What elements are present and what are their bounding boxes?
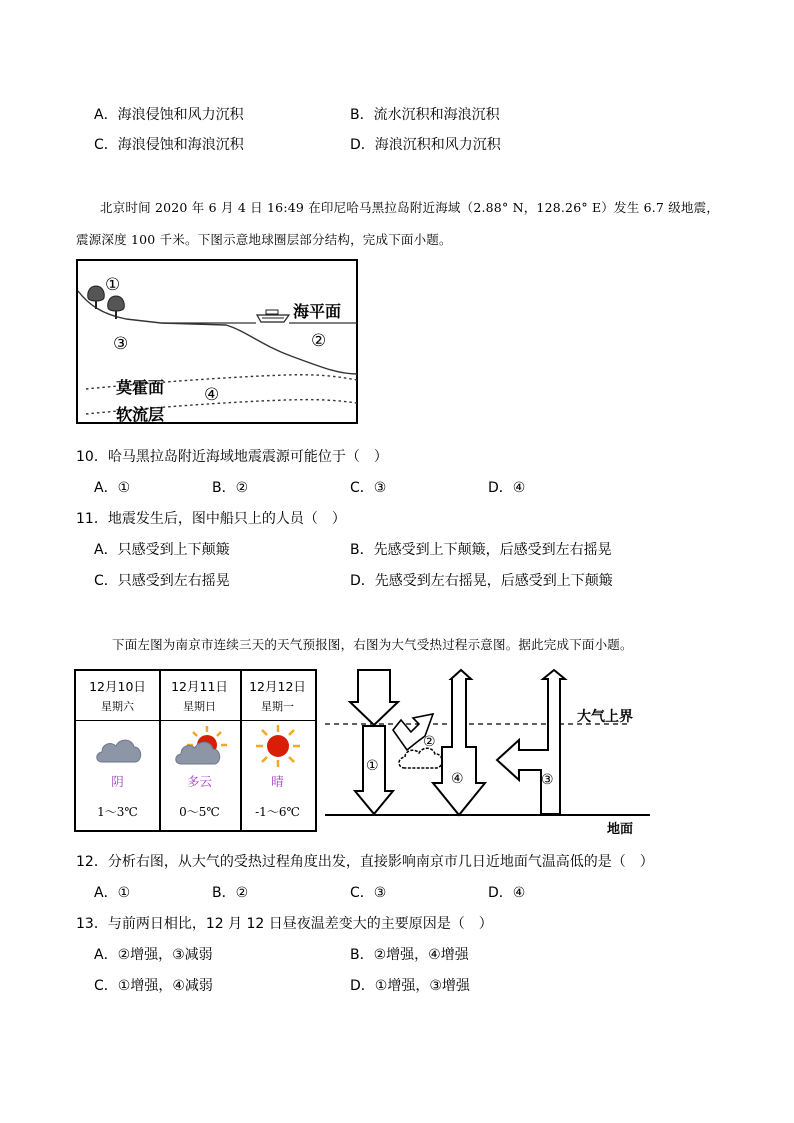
label-3: ③ (113, 334, 129, 354)
option-c: C．只感受到左右摇晃 (94, 573, 230, 589)
sea-level-label: 海平面 (293, 302, 342, 321)
option-a: A．②增强，③减弱 (94, 947, 213, 963)
condition: 多云 (186, 774, 212, 789)
asthenosphere-label: 软流层 (116, 405, 165, 424)
weather-day-2 (159, 671, 242, 832)
sun-icon (255, 724, 301, 768)
label-2: ② (423, 734, 436, 750)
label-4: ④ (204, 385, 220, 405)
option-c: C．海浪侵蚀和海浪沉积 (94, 137, 244, 153)
date: 12月11日 (171, 679, 228, 694)
atmosphere-top-label: 大气上界 (577, 709, 633, 725)
weather-day-3 (240, 671, 315, 832)
option-c: C．③ (350, 480, 387, 496)
question-10: 10．哈马黑拉岛附近海域地震震源可能位于（ ） (76, 449, 388, 465)
question-12: 12．分析右图，从大气的受热过程角度出发，直接影响南京市几日近地面气温高低的是（ ） (76, 854, 654, 870)
option-a: A．海浪侵蚀和风力沉积 (94, 107, 244, 123)
label-1: ① (366, 758, 379, 774)
weekday: 星期日 (183, 700, 216, 713)
option-b: B．流水沉积和海浪沉积 (350, 107, 500, 123)
option-a: A．只感受到上下颠簸 (94, 542, 230, 558)
cloud-icon (94, 734, 144, 766)
question-13: 13．与前两日相比，12 月 12 日昼夜温差变大的主要原因是（ ） (76, 916, 493, 932)
option-a: A．① (94, 885, 131, 901)
temperature: -1～6℃ (255, 805, 300, 819)
date: 12月12日 (249, 679, 306, 694)
intro-paragraph-line: 北京时间 2020 年 6 月 4 日 16:49 在印尼哈马黑拉岛附近海域（2.88° N，128.26° E）发生 6.7 级地震， (100, 200, 720, 215)
ship-icon (256, 308, 290, 324)
option-b: B．②增强，④增强 (350, 947, 469, 963)
weekday: 星期六 (101, 700, 134, 713)
option-a: A．① (94, 480, 131, 496)
option-d: D．④ (488, 885, 526, 901)
option-b: B．② (212, 885, 249, 901)
option-d: D．海浪沉积和风力沉积 (350, 137, 501, 153)
option-d: D．先感受到左右摇晃，后感受到上下颠簸 (350, 573, 613, 589)
option-d: D．④ (488, 480, 526, 496)
moho-label: 莫霍面 (116, 378, 165, 397)
temperature: 0～5℃ (179, 805, 220, 819)
heating-arrows (325, 668, 665, 838)
label-4: ④ (451, 771, 464, 787)
weather-day-1 (76, 671, 161, 832)
label-1: ① (105, 275, 121, 295)
atmosphere-heating-diagram (325, 668, 665, 838)
option-c: C．③ (350, 885, 387, 901)
option-b: B．先感受到上下颠簸，后感受到左右摇晃 (350, 542, 612, 558)
option-c: C．①增强，④减弱 (94, 978, 213, 994)
option-d: D．①增强，③增强 (350, 978, 470, 994)
condition: 晴 (271, 774, 284, 789)
ground-label: 地面 (607, 822, 634, 837)
condition: 阴 (111, 774, 124, 789)
intro-paragraph: 下面左图为南京市连续三天的天气预报图，右图为大气受热过程示意图。据此完成下面小题。 (112, 637, 633, 652)
option-b: B．② (212, 480, 249, 496)
date: 12月10日 (89, 679, 146, 694)
weather-forecast-table (74, 669, 317, 832)
tree-icon (86, 285, 106, 309)
question-11: 11．地震发生后，图中船只上的人员（ ） (76, 511, 346, 527)
temperature: 1～3℃ (97, 805, 138, 819)
label-2: ② (311, 331, 327, 351)
partly-cloudy-icon (173, 724, 227, 768)
tree-icon (106, 295, 126, 319)
intro-paragraph-line: 震源深度 100 千米。下图示意地球圈层部分结构，完成下面小题。 (76, 232, 452, 247)
weekday: 星期一 (261, 700, 294, 713)
label-3: ③ (541, 772, 554, 788)
earth-layers-diagram (76, 259, 358, 424)
